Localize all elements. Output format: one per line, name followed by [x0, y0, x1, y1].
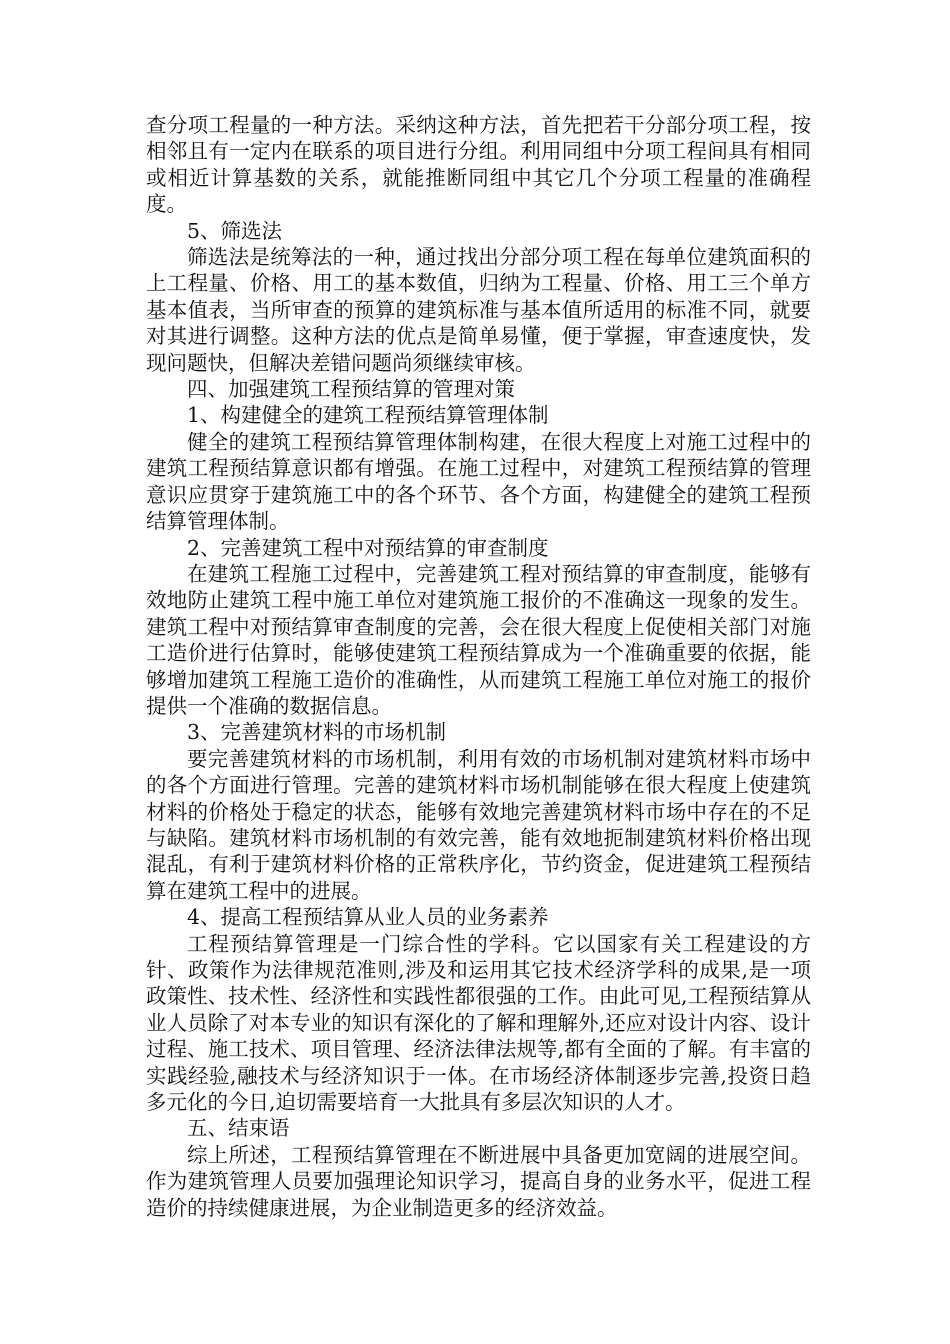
heading-management-system: 1、构建健全的建筑工程预结算管理体制	[187, 403, 549, 428]
paragraph-staff-quality: 工程预结算管理是一门综合性的学科。它以国家有关工程建设的方针、政策作为法律规范准则,涉及和运用其它技术经济学科的成果,是一项政策性、技术性、经济性和实践性都很强的工作。由此可见,工程预结算从业人员除了对本专业的知识有深化的了解和理解外,还应对设计内容、设计过程、施工技术、项目管理、经济法律法规等,都有全面的了解。有丰富的实践经验,融技术与经济知识于一体。在市场经济体制逐步完善,投资日趋多元化的今日,迫切需要培育一大批具有多层次知识的人才。	[146, 931, 811, 1115]
paragraph-intro-continued: 查分项工程量的一种方法。采纳这种方法，首先把若干分部分项工程，按相邻且有一定内在联系的项目进行分组。利用同组中分项工程间具有相同或相近计算基数的关系，就能推断同组中其它几个分项工程量的准确程度。	[146, 113, 811, 217]
paragraph-management-system: 健全的建筑工程预结算管理体制构建，在很大程度上对施工过程中的建筑工程预结算意识都有增强。在施工过程中，对建筑工程预结算的管理意识应贯穿于建筑施工中的各个环节、各个方面，构建健全的建筑工程预结算管理体制。	[146, 429, 811, 534]
heading-review-system: 2、完善建筑工程中对预结算的审查制度	[187, 535, 549, 560]
heading-conclusion: 五、结束语	[187, 1116, 290, 1141]
paragraph-screening-method: 筛选法是统筹法的一种，通过找出分部分项工程在每单位建筑面积的上工程量、价格、用工的基本数值，归纳为工程量、价格、用工三个单方基本值表，当所审查的预算的建筑标准与基本值所适用的标准不同，就要对其进行调整。这种方法的优点是简单易懂，便于掌握，审查速度快，发现问题快，但解决差错问题尚须继续审核。	[146, 245, 811, 375]
heading-market-mechanism: 3、完善建筑材料的市场机制	[187, 720, 447, 745]
paragraph-conclusion: 综上所述，工程预结算管理在不断进展中具备更加宽阔的进展空间。作为建筑管理人员要加强理论知识学习，提高自身的业务水平，促进工程造价的持续健康进展，为企业制造更多的经济效益。	[146, 1142, 811, 1220]
paragraph-market-mechanism: 要完善建筑材料的市场机制，利用有效的市场机制对建筑材料市场中的各个方面进行管理。完善的建筑材料市场机制能够在很大程度上使建筑材料的价格处于稳定的状态，能够有效地完善建筑材料市场中存在的不足与缺陷。建筑材料市场机制的有效完善，能有效地扼制建筑材料价格出现混乱，有利于建筑材料价格的正常秩序化，节约资金，促进建筑工程预结算在建筑工程中的进展。	[146, 746, 811, 903]
heading-screening-method: 5、筛选法	[187, 218, 283, 243]
document-page	[146, 112, 811, 1221]
heading-staff-quality: 4、提高工程预结算从业人员的业务素养	[187, 905, 549, 930]
paragraph-review-system: 在建筑工程施工过程中，完善建筑工程对预结算的审查制度，能够有效地防止建筑工程中施工单位对建筑施工报价的不准确这一现象的发生。建筑工程中对预结算审查制度的完善，会在很大程度上促使相关部门对施工造价进行估算时，能够使建筑工程预结算成为一个准确重要的依据，能够增加建筑工程施工造价的准确性，从而建筑工程施工单位对施工的报价提供一个准确的数据信息。	[146, 561, 811, 718]
heading-section-four: 四、加强建筑工程预结算的管理对策	[187, 377, 515, 402]
